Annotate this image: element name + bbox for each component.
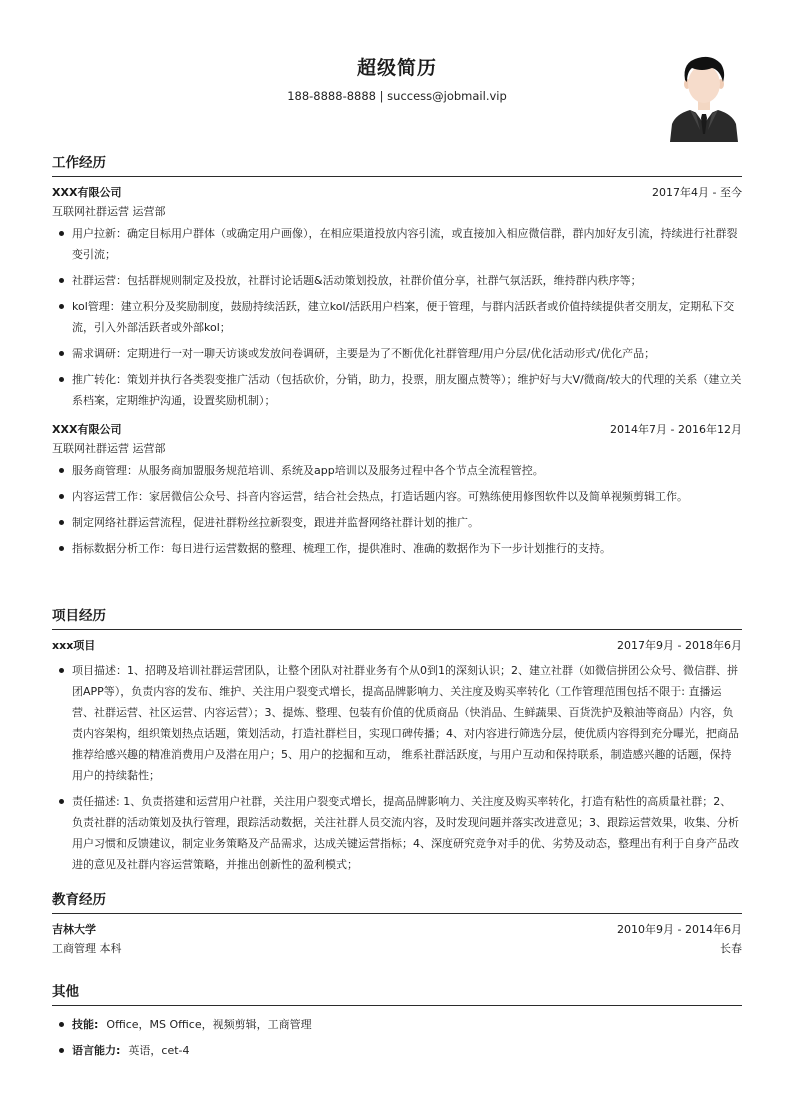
period: 2014年7月 - 2016年12月: [610, 423, 742, 436]
period: 2017年9月 - 2018年6月: [617, 639, 742, 652]
work-entry: [52, 185, 742, 411]
school-name: 吉林大学: [52, 923, 96, 936]
major: 工商管理 本科: [52, 942, 122, 955]
list-item: 服务商管理：从服务商加盟服务规范培训、系统及app培训以及服务过程中各个节点全流程管控。: [72, 460, 742, 481]
list-item: 制定网络社群运营流程，促进社群粉丝拉新裂变，跟进并监督网络社群计划的推广。: [72, 512, 742, 533]
skill-value: Office，MS Office，视频剪辑，工商管理: [106, 1018, 312, 1031]
list-item: 项目描述：1、招聘及培训社群运营团队，让整个团队对社群业务有个从0到1的深刻认识；2、建立社群（如微信拼团公众号、微信群、拼团APP等），负责内容的发布、维护、关注用户裂变式增长，提高品牌影响力、关注度及购买率转化（工作管理范围包括不限于: 直播运营、社群运营、社区运营、内容运营）；3、提炼、整理、包装有价值的优质商品（快消品、生鲜蔬果、百货洗护及粮油等商品）内容，负责内容架构，组织策划热点话题，策划活动，打造社群栏目，实现口碑传播；4、对内容进行筛选分层，使优质内容得到充分曝光，把商品推荐给感兴趣的精准消费用户及潜在用户；5、用户的挖掘和互动， 维系社群活跃度，与用户互动和保持联系，制造感兴趣的话题，保持用户的持续黏性；: [72, 660, 742, 786]
contact-info: 188-8888-8888 | success@jobmail.vip: [287, 89, 507, 103]
section-divider: [52, 629, 742, 630]
work-section: [52, 153, 742, 416]
resume-name: 超级简历: [356, 57, 437, 79]
section-title: 教育经历: [52, 892, 106, 908]
section-divider: [52, 1005, 742, 1006]
list-item: kol管理：建立积分及奖励制度，鼓励持续活跃，建立kol/活跃用户档案，便于管理，与群内活跃者或价值持续提供者交朋友，定期私下交流，引入外部活跃者或外部kol；: [72, 296, 742, 338]
list-item: 社群运营：包括群规则制定及投放，社群讨论话题&活动策划投放，社群价值分享，社群气氛活跃，维持群内秩序等；: [72, 270, 742, 291]
list-item: 需求调研：定期进行一对一聊天访谈或发放问卷调研，主要是为了不断优化社群管理/用户分层/优化活动形式/优化产品；: [72, 343, 742, 364]
other-section: [52, 982, 742, 1066]
list-item: 用户拉新：确定目标用户群体（或确定用户画像），在相应渠道投放内容引流，或直接加入相应微信群，群内加好友引流，持续进行社群裂变引流；: [72, 223, 742, 265]
list-item: [72, 1040, 742, 1061]
location: 长春: [720, 942, 742, 955]
language-label: 语言能力:: [72, 1044, 121, 1057]
education-section: [52, 890, 742, 960]
period: 2017年4月 - 至今: [652, 186, 742, 199]
work-entry: [52, 422, 742, 564]
avatar-icon: [668, 54, 740, 142]
project-name: xxx项目: [52, 639, 96, 652]
section-divider: [52, 176, 742, 177]
section-title: 其他: [52, 984, 79, 1000]
list-item: 推广转化：策划并执行各类裂变推广活动（包括砍价，分销，助力，投票，朋友圈点赞等）；维护好与大V/微商/较大的代理的关系（建立关系档案，定期维护沟通，设置奖励机制）；: [72, 369, 742, 411]
period: 2010年9月 - 2014年6月: [617, 923, 742, 936]
role: 互联网社群运营 运营部: [52, 205, 166, 218]
list-item: [72, 1014, 742, 1035]
list-item: 内容运营工作：家居微信公众号、抖音内容运营，结合社会热点，打造话题内容。可熟练使用修图软件以及简单视频剪辑工作。: [72, 486, 742, 507]
list-item: 责任描述: 1、负责搭建和运营用户社群，关注用户裂变式增长，提高品牌影响力、关注度及购买率转化，打造有粘性的高质量社群；2、负责社群的活动策划及执行管理，跟踪活动数据，关注社群人员交流内容，及时发现问题并落实改进意见；3、跟踪运营效果，收集、分析用户习惯和反馈建议，制定业务策略及产品需求，达成关键运营指标；4、深度研究竞争对手的优、劣势及动态，整理出有利于自身产品改进的意见及社群内容运营策略，并推出创新性的盈利模式；: [72, 791, 742, 875]
role: 互联网社群运营 运营部: [52, 442, 166, 455]
language-value: 英语，cet-4: [128, 1044, 190, 1057]
profile-photo: [668, 54, 740, 142]
skill-label: 技能:: [72, 1018, 99, 1031]
list-item: 指标数据分析工作：每日进行运营数据的整理、梳理工作，提供准时、准确的数据作为下一步计划推行的支持。: [72, 538, 742, 559]
company-name: XXX有限公司: [52, 423, 122, 436]
project-section: [52, 606, 742, 880]
section-title: 项目经历: [52, 608, 106, 624]
section-divider: [52, 913, 742, 914]
company-name: XXX有限公司: [52, 186, 122, 199]
section-title: 工作经历: [52, 155, 106, 171]
